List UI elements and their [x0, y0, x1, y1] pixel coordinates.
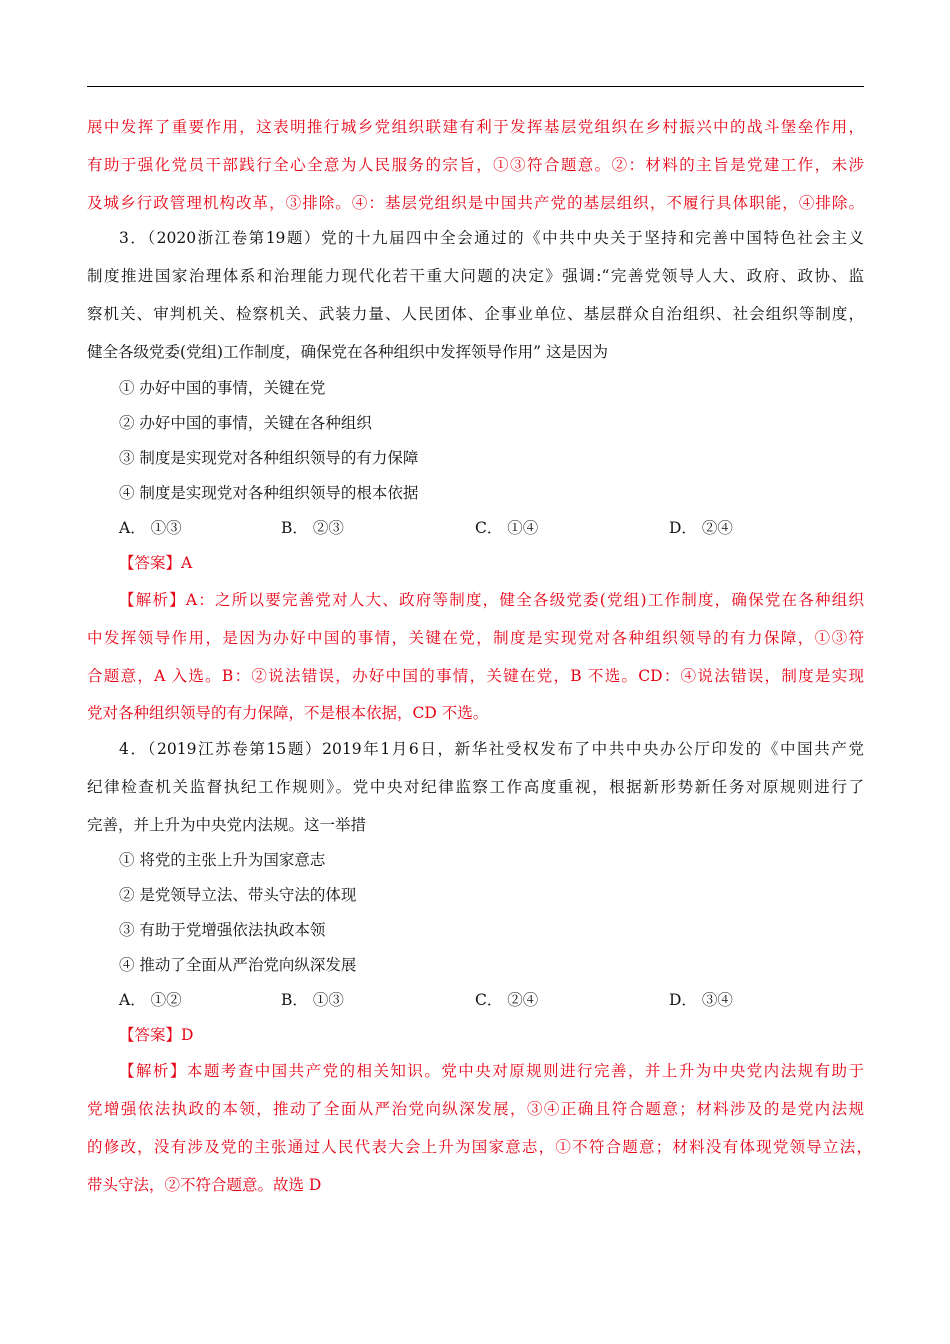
q4-option-b: B． ①③ — [281, 991, 344, 1009]
q4-option-a: A． ①② — [119, 991, 182, 1009]
q4-statement: ③ 有助于党增强依法执政本领 — [119, 921, 326, 939]
q4-statement: ② 是党领导立法、带头守法的体现 — [119, 886, 357, 904]
q3-analysis-line: 合题意，A 入选。B：②说法错误，办好中国的事情，关键在党，B 不选。CD：④说法错误，制度是实现 — [87, 667, 864, 685]
q4-stem-line: 完善，并上升为中央党内法规。这一举措 — [87, 816, 367, 834]
q4-answer: 【答案】D — [119, 1026, 194, 1044]
q4-option-c: C． ②④ — [475, 991, 539, 1009]
q3-statement: ④ 制度是实现党对各种组织领导的根本依据 — [119, 484, 419, 502]
q3-stem-line: 健全各级党委(党组)工作制度，确保党在各种组织中发挥领导作用” 这是因为 — [87, 343, 608, 361]
q3-stem-line: 察机关、审判机关、检察机关、武装力量、人民团体、企事业单位、基层群众自治组织、社会组织等制度， — [87, 305, 864, 323]
q4-statement: ④ 推动了全面从严治党向纵深发展 — [119, 956, 357, 974]
q4-statement: ① 将党的主张上升为国家意志 — [119, 851, 326, 869]
q2-analysis-line: 有助于强化党员干部践行全心全意为人民服务的宗旨，①③符合题意。②：材料的主旨是党建工作，未涉 — [87, 156, 864, 174]
q4-analysis-line: 带头守法，②不符合题意。故选 D — [87, 1176, 322, 1194]
q4-stem-line: 纪律检查机关监督执纪工作规则》。党中央对纪律监察工作高度重视，根据新形势新任务对原规则进行了 — [87, 778, 864, 796]
q3-analysis-line: 党对各种组织领导的有力保障，不是根本依据，CD 不选。 — [87, 704, 489, 722]
q3-option-c: C． ①④ — [475, 519, 539, 537]
q3-option-b: B． ②③ — [281, 519, 344, 537]
header-rule — [87, 86, 864, 87]
q3-statement: ③ 制度是实现党对各种组织领导的有力保障 — [119, 449, 419, 467]
q3-answer: 【答案】A — [119, 554, 193, 572]
q4-analysis-line: 党增强依法执政的本领，推动了全面从严治党向纵深发展，③④正确且符合题意；材料涉及的是党内法规 — [87, 1100, 864, 1118]
q4-option-d: D． ③④ — [669, 991, 733, 1009]
q3-option-d: D． ②④ — [669, 519, 733, 537]
q4-analysis-line: 【解析】本题考查中国共产党的相关知识。党中央对原规则进行完善，并上升为中央党内法规有助于 — [119, 1062, 864, 1080]
q3-stem-line: 3．（2020浙江卷第19题）党的十九届四中全会通过的《中共中央关于坚持和完善中国特色社会主义 — [119, 229, 864, 247]
q2-analysis-line: 展中发挥了重要作用，这表明推行城乡党组织联建有利于发挥基层党组织在乡村振兴中的战斗堡垒作用， — [87, 118, 864, 136]
q3-analysis-line: 【解析】A：之所以要完善党对人大、政府等制度，健全各级党委(党组)工作制度，确保党在各种组织 — [119, 591, 864, 609]
q3-option-a: A． ①③ — [119, 519, 182, 537]
q4-analysis-line: 的修改，没有涉及党的主张通过人民代表大会上升为国家意志，①不符合题意；材料没有体现党领导立法， — [87, 1138, 872, 1156]
q2-analysis-line: 及城乡行政管理机构改革，③排除。④：基层党组织是中国共产党的基层组织，不履行具体职能，④排除。 — [87, 194, 864, 212]
q3-stem-line: 制度推进国家治理体系和治理能力现代化若干重大问题的决定》强调:“完善党领导人大、政府、政协、监 — [87, 267, 864, 285]
q3-statement: ② 办好中国的事情，关键在各种组织 — [119, 414, 372, 432]
q4-stem-line: 4．（2019江苏卷第15题）2019年1月6日，新华社受权发布了中共中央办公厅印发的《中国共产党 — [119, 740, 864, 758]
q3-statement: ① 办好中国的事情，关键在党 — [119, 379, 326, 397]
q3-analysis-line: 中发挥领导作用，是因为办好中国的事情，关键在党，制度是实现党对各种组织领导的有力保障，①③符 — [87, 629, 864, 647]
